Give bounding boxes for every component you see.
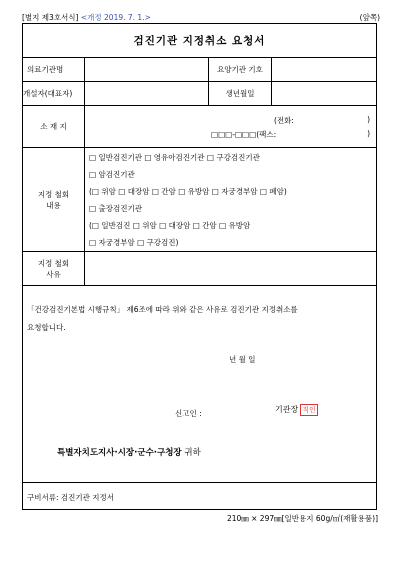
paper-size-note: 210㎜ × 297㎜[일반용지 60g/㎡(재활용품)]	[226, 514, 378, 523]
designation-option-line[interactable]: □ 자궁경부암 □ 구강검진)	[89, 238, 179, 247]
designation-options[interactable]	[85, 148, 376, 251]
birthdate-label: 생년월일	[209, 82, 272, 105]
address-field[interactable]	[85, 106, 376, 147]
founder-row	[23, 82, 376, 106]
seal-stamp: 직인	[302, 406, 316, 414]
request-body	[23, 286, 376, 483]
designation-option-line[interactable]: (□ 일반검진 □ 위암 □ 대장암 □ 간암 □ 유방암	[89, 221, 251, 230]
designation-option-line[interactable]: □ 암검진기관	[89, 170, 135, 179]
recipient-suffix: 귀하	[184, 448, 201, 458]
designation-label-line2: 내용	[46, 200, 61, 210]
phone-close: )	[367, 115, 370, 124]
reason-label-line1: 지정 철회	[37, 258, 70, 268]
reason-label	[23, 252, 85, 285]
designation-option-line[interactable]: □ 일반검진기관 □ 영유아검진기관 □ 구강검진기관	[89, 153, 260, 162]
phone-label: (전화:	[274, 116, 294, 125]
fax-close: )	[367, 129, 370, 138]
institution-code-field[interactable]	[272, 58, 376, 81]
address-label: 소 재 지	[23, 106, 85, 147]
reason-label-line2: 사유	[46, 269, 61, 279]
designation-label-line1: 지정 철회	[37, 189, 70, 199]
institution-head-label: 기관장	[275, 405, 299, 414]
founder-label: 개설자(대표자)	[23, 82, 85, 105]
recipient	[57, 446, 201, 458]
body-paragraph-line1: 「건강검진기본법 시행규칙」 제6조에 따라 위와 같은 사유로 검진기관 지정취소를	[27, 305, 298, 314]
recipient-name: 특별자치도지사·시장·군수·구청장	[57, 448, 182, 458]
attachments-row	[23, 483, 376, 511]
institution-name-label: 의료기관명	[23, 58, 85, 81]
designation-label	[23, 148, 85, 251]
designation-option-line[interactable]: (□ 위암 □ 대장암 □ 간암 □ 유방암 □ 자궁경부암 □ 폐암)	[89, 187, 287, 196]
request-form	[22, 23, 377, 510]
form-number	[22, 12, 151, 23]
designation-row	[23, 148, 376, 252]
attachments	[27, 483, 376, 511]
attachments-label: 구비서류:	[27, 492, 59, 502]
institution-row	[23, 58, 376, 82]
body-paragraph-line2: 요청합니다.	[27, 323, 66, 332]
attachments-value: 검진기관 지정서	[60, 492, 115, 502]
designation-option-line[interactable]: □ 출장검진기관	[89, 204, 142, 213]
reason-row	[23, 252, 376, 286]
reason-field[interactable]	[85, 252, 376, 285]
page-side: (앞쪽)	[359, 13, 380, 22]
institution-head	[275, 404, 318, 416]
revision-date: <개정 2019. 7. 1.>	[80, 13, 151, 22]
request-date: 년 월 일	[229, 355, 256, 364]
address-row	[23, 106, 376, 148]
form-number-text: [별지 제3호서식]	[22, 13, 79, 22]
form-title: 검진기관 지정취소 요청서	[23, 24, 376, 58]
applicant-label: 신고인 :	[175, 409, 202, 418]
founder-field[interactable]	[85, 82, 209, 105]
fax-label: □□□-□□□(팩스:	[211, 130, 277, 139]
institution-code-label: 요양기관 기호	[209, 58, 272, 81]
birthdate-field[interactable]	[272, 82, 376, 105]
institution-name-field[interactable]	[85, 58, 209, 81]
